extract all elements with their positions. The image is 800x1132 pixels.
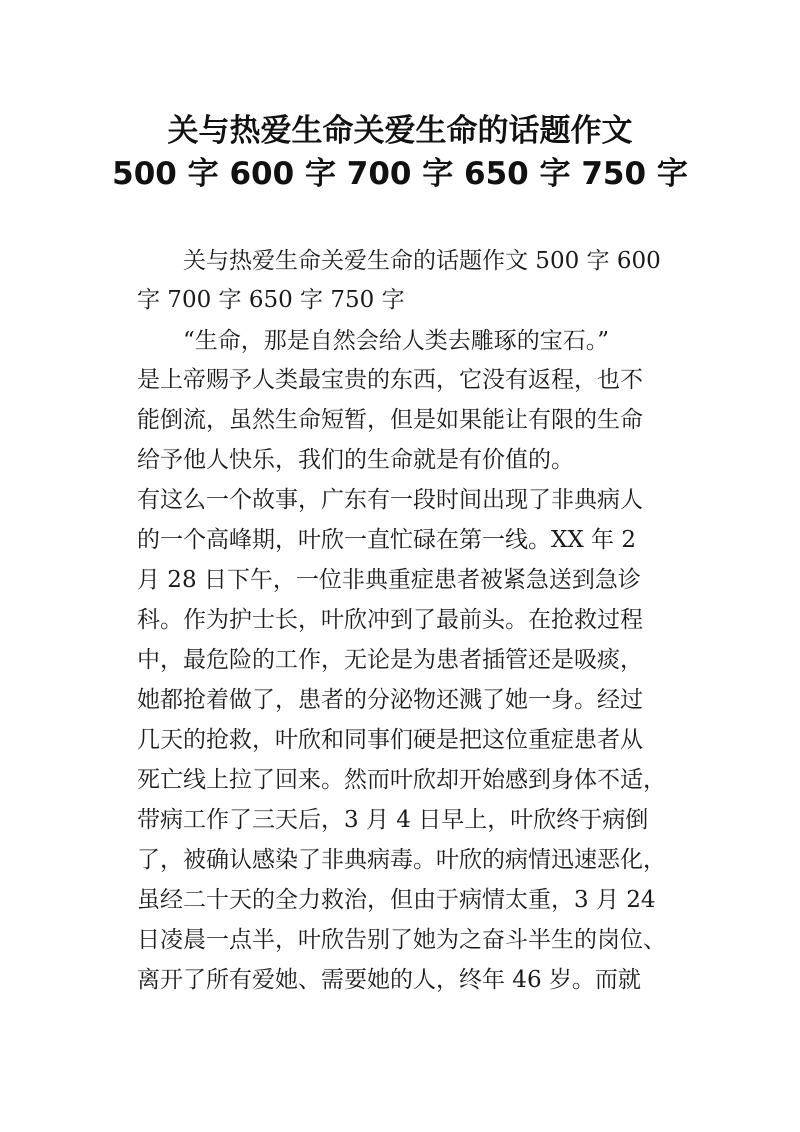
paragraph-line: 是上帝赐予人类最宝贵的东西，它没有返程，也不 <box>137 367 643 393</box>
paragraph-line: 日凌晨一点半，叶欣告别了她为之奋斗半生的岗位、 <box>137 927 666 953</box>
paragraph-line: 字 700 字 650 字 750 字 <box>137 287 405 313</box>
paragraph-line: 死亡线上拉了回来。然而叶欣却开始感到身体不适， <box>137 767 666 793</box>
title-line-1: 关与热爱生命关爱生命的话题作文 <box>167 113 633 149</box>
paragraph-line: 关与热爱生命关爱生命的话题作文 500 字 600 <box>137 248 661 274</box>
paragraph-line: 科。作为护士长，叶欣冲到了最前头。在抢救过程 <box>137 607 643 633</box>
paragraph-line: 能倒流，虽然生命短暂，但是如果能让有限的生命 <box>137 407 643 433</box>
paragraph-line: “生命，那是自然会给人类去雕琢的宝石。” <box>137 328 610 354</box>
paragraph-line: 离开了所有爱她、需要她的人，终年 46 岁。而就 <box>137 967 641 993</box>
paragraph-line: 几天的抢救，叶欣和同事们硬是把这位重症患者从 <box>137 727 643 753</box>
paragraph-line: 中，最危险的工作，无论是为患者插管还是吸痰， <box>137 647 643 673</box>
paragraph-line: 月 28 日下午，一位非典重症患者被紧急送到急诊 <box>137 567 641 593</box>
paragraph-line: 给予他人快乐，我们的生命就是有价值的。 <box>137 447 574 473</box>
paragraph-line: 带病工作了三天后，3 月 4 日早上，叶欣终于病倒 <box>137 807 649 833</box>
paragraph-line: 有这么一个故事，广东有一段时间出现了非典病人 <box>137 487 643 513</box>
paragraph-line: 的一个高峰期，叶欣一直忙碌在第一线。XX 年 2 <box>137 527 637 553</box>
paragraph-line: 了，被确认感染了非典病毒。叶欣的病情迅速恶化， <box>137 847 666 873</box>
title-line-2: 500 字 600 字 700 字 650 字 750 字 <box>112 156 688 192</box>
paragraph-line: 她都抢着做了，患者的分泌物还溅了她一身。经过 <box>137 687 643 713</box>
paragraph-line: 虽经二十天的全力救治，但由于病情太重，3 月 24 <box>137 887 656 913</box>
